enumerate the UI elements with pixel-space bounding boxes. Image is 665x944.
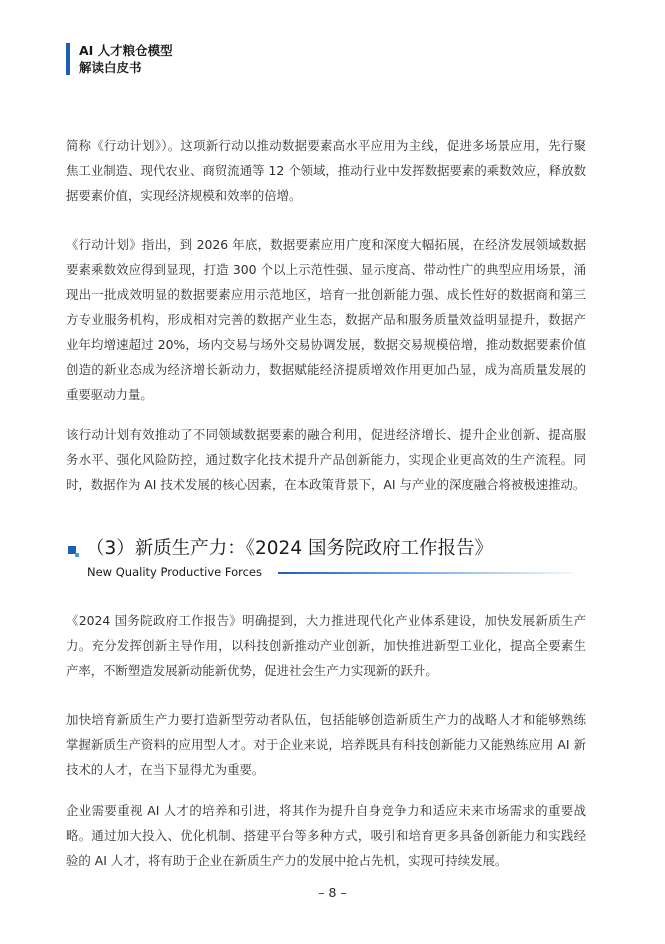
page-number: – 8 – [318, 885, 347, 900]
header-title-line2: 解读白皮书 [79, 60, 142, 75]
section-bullet-accent-icon [75, 553, 79, 557]
paragraph-ai-talent-strategy: 企业需要重视 AI 人才的培养和引进，将其作为提升自身竞争力和适应未来市场需求的重要战略。通过加大投入、优化机制、搭建平台等多种方式，吸引和培育更多具备创新能力和实践经验的 AI 人才，将有助于企业在新质生产力的发展中抢占先机，实现可持续发展。 [66, 803, 586, 868]
section-underline [278, 572, 574, 574]
section-subtitle: New Quality Productive Forces [87, 565, 262, 579]
header-accent-bar [66, 43, 70, 75]
section-heading [66, 535, 586, 585]
paragraph-action-plan-effect: 该行动计划有效推动了不同领域数据要素的融合利用，促进经济增长、提升企业创新、提高服务水平、强化风险防控，通过数字化技术提升产品创新能力，实现企业更高效的生产流程。同时，数据作为 AI 技术发展的核心因素，在本政策背景下，AI 与产业的深度融合将被极速推动。 [66, 427, 586, 492]
header-title [79, 42, 173, 76]
paragraph-government-report: 《2024 国务院政府工作报告》明确提到，大力推进现代化产业体系建设，加快发展新质生产力。充分发挥创新主导作用，以科技创新推动产业创新，加快推进新型工业化，提高全要素生产率，不断塑造发展新动能新优势，促进社会生产力实现新的跃升。 [66, 613, 586, 678]
paragraph-action-plan-goals: 《行动计划》指出，到 2026 年底，数据要素应用广度和深度大幅拓展，在经济发展领域数据要素乘数效应得到显现，打造 300 个以上示范性强、显示度高、带动性广的典型应用场景，涌现出一批成效明显的数据要素应用示范地区，培育一批创新能力强、成长性好的数据商和第三方专业服务机构，形成相对完善的数据产业生态，数据产品和服务质量效益明显提升，数据产业年均增速超过 20%，场内交易与场外交易协调发展，数据交易规模倍增，推动数据要素价值创造的新业态成为经济增长新动力，数据赋能经济提质增效作用更加凸显，成为高质量发展的重要驱动力量。 [66, 237, 586, 402]
header-title-line1: AI 人才粮仓模型 [79, 43, 173, 58]
paragraph-action-plan-intro: 简称《行动计划》）。这项新行动以推动数据要素高水平应用为主线，促进多场景应用，先行聚焦工业制造、现代农业、商贸流通等 12 个领域，推动行业中发挥数据要素的乘数效应，释放数据要素价值，实现经济规模和效率的倍增。 [66, 138, 586, 203]
section-title: （3）新质生产力：《2024 国务院政府工作报告》 [86, 538, 493, 559]
paragraph-new-workforce: 加快培育新质生产力要打造新型劳动者队伍，包括能够创造新质生产力的战略人才和能够熟练掌握新质生产资料的应用型人才。对于企业来说，培养既具有科技创新能力又能熟练应用 AI 新技术的人才，在当下显得尤为重要。 [66, 712, 586, 777]
